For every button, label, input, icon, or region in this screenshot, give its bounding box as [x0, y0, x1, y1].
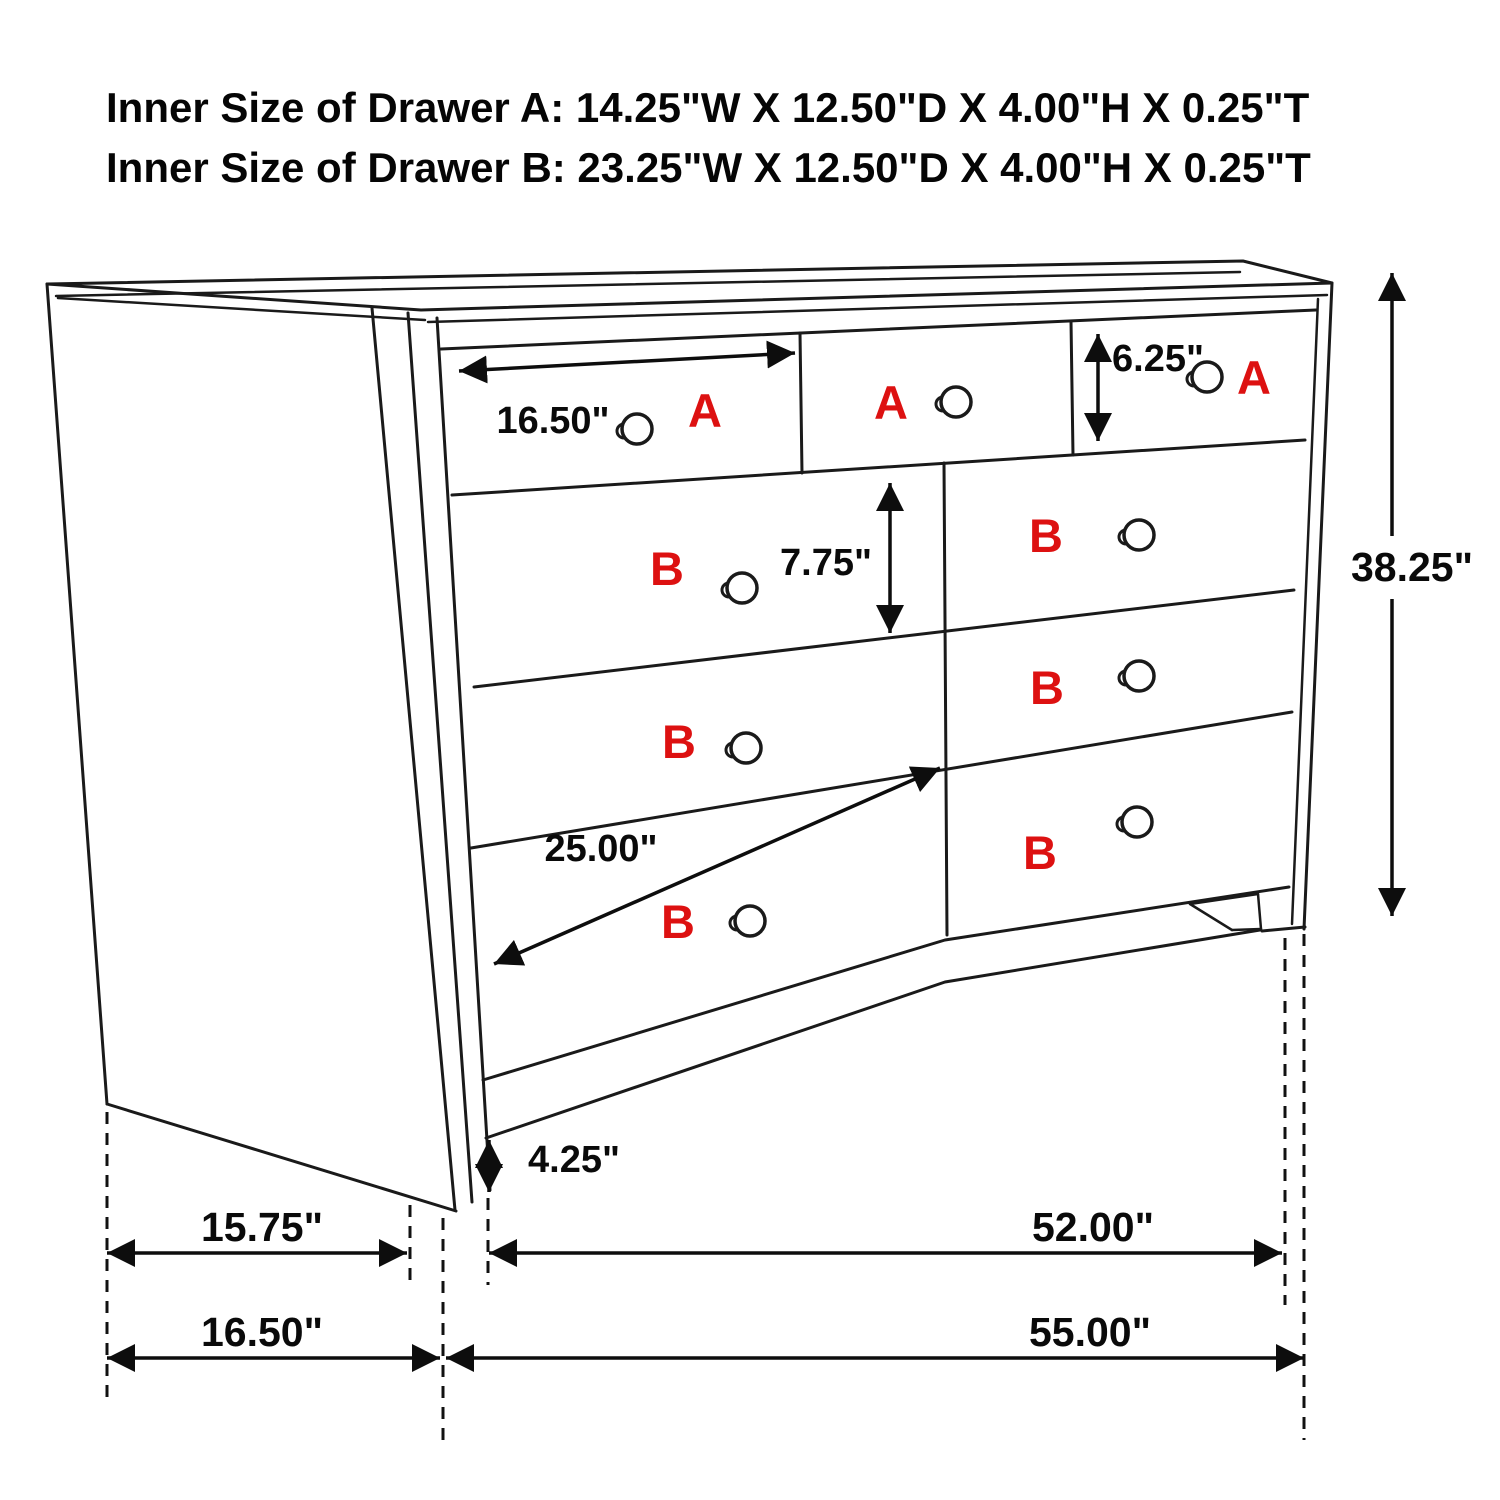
- dresser-top-surface: [47, 261, 1332, 322]
- leg-gusset-base: [1232, 929, 1261, 930]
- knob-drawer-a1: [617, 414, 652, 444]
- drawer-labels: [650, 351, 1271, 948]
- dim-drawer-b-height: [780, 483, 890, 633]
- dim-value-drawer-b-width: 25.00": [544, 828, 658, 870]
- side-bottom-edge: [107, 1104, 456, 1211]
- knob-drawer-b2-right: [1119, 661, 1154, 691]
- dim-overall-height: [1351, 273, 1473, 916]
- dim-base-height: [489, 1139, 620, 1192]
- side-outer-edge: [47, 284, 107, 1104]
- right-leg-bottom-edge: [1262, 927, 1305, 931]
- label-drawer-b3-right: B: [1023, 826, 1057, 879]
- knob-drawer-b3-right: [1117, 807, 1152, 837]
- dim-side-depth-overall: [107, 1309, 440, 1358]
- dim-front-width: [489, 1204, 1282, 1253]
- label-drawer-b3-left: B: [661, 895, 695, 948]
- side-panel-line-1: [372, 308, 455, 1210]
- inner-size-drawer-b: Inner Size of Drawer B: 23.25"W X 12.50"D X 4.00"H X 0.25"T: [106, 144, 1311, 191]
- dim-value-drawer-a-width: 16.50": [496, 400, 610, 442]
- extension-lines: [107, 934, 1304, 1440]
- dim-drawer-a-height: [1098, 334, 1204, 441]
- front-right-inner-edge: [1292, 299, 1318, 924]
- dim-drawer-b-width: [494, 768, 940, 964]
- label-drawer-a3: A: [1237, 351, 1271, 404]
- top-front-bevel: [428, 295, 1327, 322]
- front-left-corner-edge: [437, 318, 490, 1190]
- label-drawer-b2-left: B: [662, 715, 696, 768]
- row-divider-1: [452, 440, 1305, 495]
- label-drawer-a2: A: [874, 376, 908, 429]
- leg-gusset-side: [1258, 894, 1261, 929]
- top-row-divider-1: [800, 333, 802, 473]
- dim-value-side-depth-overall: 16.50": [200, 1309, 324, 1355]
- dim-value-drawer-b-height: 7.75": [780, 542, 872, 584]
- drawer-knobs: [617, 362, 1222, 936]
- inner-size-drawer-a: Inner Size of Drawer A: 14.25"W X 12.50"D X 4.00"H X 0.25"T: [106, 84, 1310, 131]
- label-drawer-a1: A: [688, 384, 722, 437]
- label-drawer-b1-right: B: [1029, 509, 1063, 562]
- dimension-annotations: [107, 273, 1473, 1358]
- knob-drawer-a2: [936, 387, 971, 417]
- label-drawer-b1-left: B: [650, 542, 684, 595]
- top-surface-outline: [47, 261, 1332, 310]
- front-right-outer-edge: [1304, 283, 1332, 929]
- dim-value-overall-width: 55.00": [1028, 1309, 1152, 1355]
- dim-value-drawer-a-height: 6.25": [1112, 338, 1204, 380]
- knob-drawer-b2-left: [726, 733, 761, 763]
- top-row-divider-2: [1071, 321, 1073, 455]
- top-left-inner-edge: [58, 298, 425, 320]
- label-drawer-b2-right: B: [1030, 661, 1064, 714]
- dim-value-side-depth: 15.75": [200, 1204, 324, 1250]
- knob-drawer-b3-left: [730, 906, 765, 936]
- dim-value-base-height: 4.25": [528, 1139, 620, 1181]
- row-divider-2: [474, 590, 1294, 687]
- dresser-left-side-panel: [47, 284, 490, 1211]
- knob-drawer-b1-left: [722, 573, 757, 603]
- dim-value-overall-height: 38.25": [1350, 544, 1474, 590]
- leg-gusset-brace: [1190, 904, 1232, 930]
- dim-value-front-width: 52.00": [1031, 1204, 1155, 1250]
- dim-overall-width: [446, 1309, 1304, 1358]
- dim-side-depth: [107, 1204, 407, 1253]
- knob-drawer-b1-right: [1119, 520, 1154, 550]
- center-vertical-divider: [944, 463, 947, 935]
